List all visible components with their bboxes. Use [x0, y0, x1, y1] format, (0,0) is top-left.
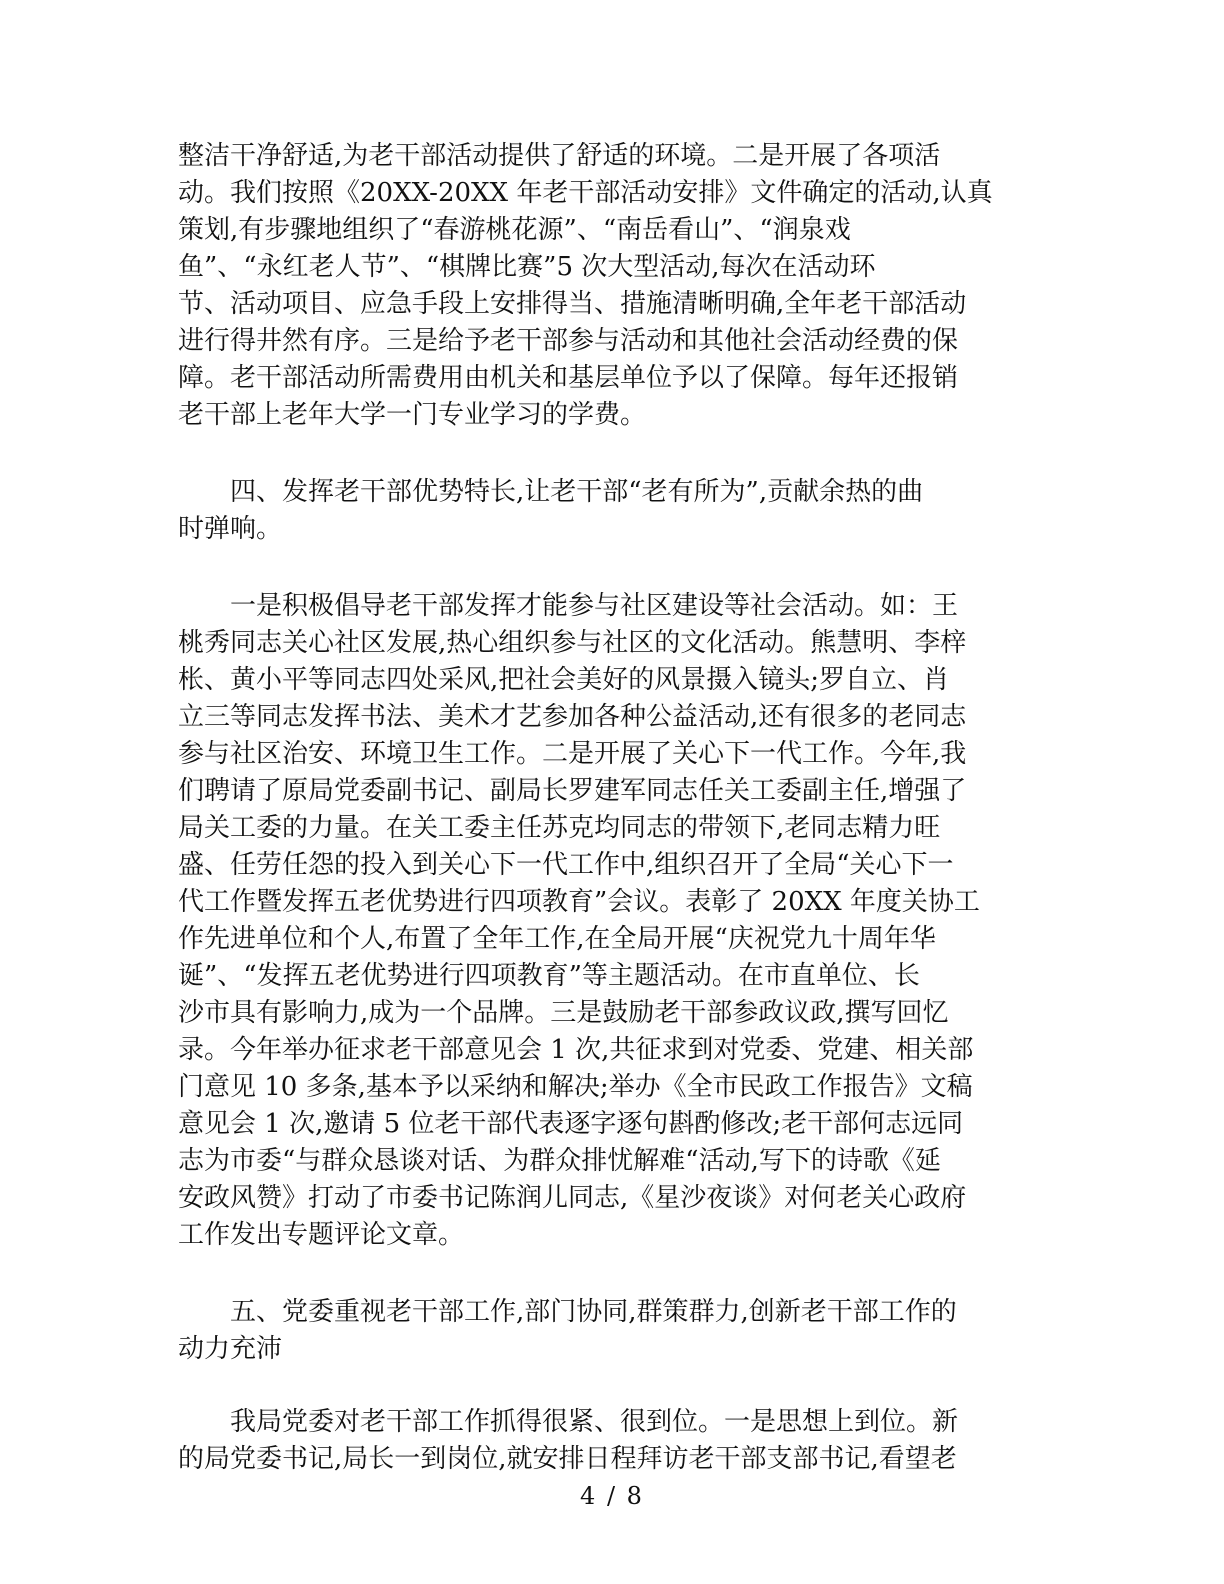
text-line: 盛、任劳任怨的投入到关心下一代工作中,组织召开了全局“关心下一 — [178, 850, 954, 880]
text-line: 五、党委重视老干部工作,部门协同,群策群力,创新老干部工作的 — [178, 1297, 957, 1327]
text-line: 策划,有步骤地组织了“春游桃花源”、“南岳看山”、“润泉戏 — [178, 215, 851, 245]
text-line: 工作发出专题评论文章。 — [178, 1220, 465, 1250]
text-line: 们聘请了原局党委副书记、副局长罗建军同志任关工委副主任,增强了 — [178, 776, 967, 806]
text-line: 桃秀同志关心社区发展,热心组织参与社区的文化活动。熊慧明、李梓 — [178, 628, 967, 658]
text-line: 代工作暨发挥五老优势进行四项教育”会议。表彰了 20XX 年度关协工 — [178, 887, 980, 917]
text-line: 诞”、“发挥五老优势进行四项教育”等主题活动。在市直单位、长 — [178, 961, 920, 991]
text-line: 作先进单位和个人,布置了全年工作,在全局开展“庆祝党九十周年华 — [178, 924, 936, 954]
text-line: 枨、黄小平等同志四处采风,把社会美好的风景摄入镜头;罗自立、肖 — [178, 665, 950, 695]
document-body — [178, 138, 1026, 1478]
paragraph-spacer — [178, 548, 1026, 588]
text-line: 参与社区治安、环境卫生工作。二是开展了关心下一代工作。今年,我 — [178, 739, 967, 769]
text-line: 录。今年举办征求老干部意见会 1 次,共征求到对党委、党建、相关部 — [178, 1035, 974, 1065]
paragraph-party-committee — [178, 1404, 1026, 1478]
text-line: 障。老干部活动所需费用由机关和基层单位予以了保障。每年还报销 — [178, 363, 959, 393]
text-line: 鱼”、“永红老人节”、“棋牌比赛”5 次大型活动,每次在活动环 — [178, 252, 876, 282]
text-line: 四、发挥老干部优势特长,让老干部“老有所为”,贡献余热的曲 — [178, 477, 924, 507]
text-line: 老干部上老年大学一门专业学习的学费。 — [178, 400, 647, 430]
paragraph-spacer — [178, 1254, 1026, 1294]
text-line: 意见会 1 次,邀请 5 位老干部代表逐字逐句斟酌修改;老干部何志远同 — [178, 1109, 964, 1139]
text-line: 节、活动项目、应急手段上安排得当、措施清晰明确,全年老干部活动 — [178, 289, 967, 319]
paragraph-contributions — [178, 588, 1026, 1254]
paragraph-spacer — [178, 1368, 1026, 1404]
text-line: 时弹响。 — [178, 514, 283, 544]
text-line: 进行得井然有序。三是给予老干部参与活动和其他社会活动经费的保 — [178, 326, 959, 356]
page-indicator: 4 / 8 — [580, 1482, 644, 1510]
text-line: 动。我们按照《20XX-20XX 年老干部活动安排》文件确定的活动,认真 — [178, 178, 993, 208]
text-line: 立三等同志发挥书法、美术才艺参加各种公益活动,还有很多的老同志 — [178, 702, 967, 732]
section-heading-five — [178, 1294, 1026, 1368]
text-line: 动力充沛 — [178, 1334, 283, 1364]
section-heading-four — [178, 474, 1026, 548]
text-line: 我局党委对老干部工作抓得很紧、很到位。一是思想上到位。新 — [178, 1407, 959, 1437]
text-line: 整洁干净舒适,为老干部活动提供了舒适的环境。二是开展了各项活 — [178, 141, 941, 171]
text-line: 安政风赞》打动了市委书记陈润儿同志,《星沙夜谈》对何老关心政府 — [178, 1183, 967, 1213]
paragraph-activities — [178, 138, 1026, 434]
text-line: 的局党委书记,局长一到岗位,就安排日程拜访老干部支部书记,看望老 — [178, 1444, 957, 1474]
text-line: 沙市具有影响力,成为一个品牌。三是鼓励老干部参政议政,撰写回忆 — [178, 998, 949, 1028]
text-line: 一是积极倡导老干部发挥才能参与社区建设等社会活动。如：王 — [178, 591, 959, 621]
text-line: 局关工委的力量。在关工委主任苏克均同志的带领下,老同志精力旺 — [178, 813, 941, 843]
paragraph-spacer — [178, 434, 1026, 474]
text-line: 门意见 10 多条,基本予以采纳和解决;举办《全市民政工作报告》文稿 — [178, 1072, 973, 1102]
text-line: 志为市委“与群众恳谈对话、为群众排忧解难“活动,写下的诗歌《延 — [178, 1146, 941, 1176]
